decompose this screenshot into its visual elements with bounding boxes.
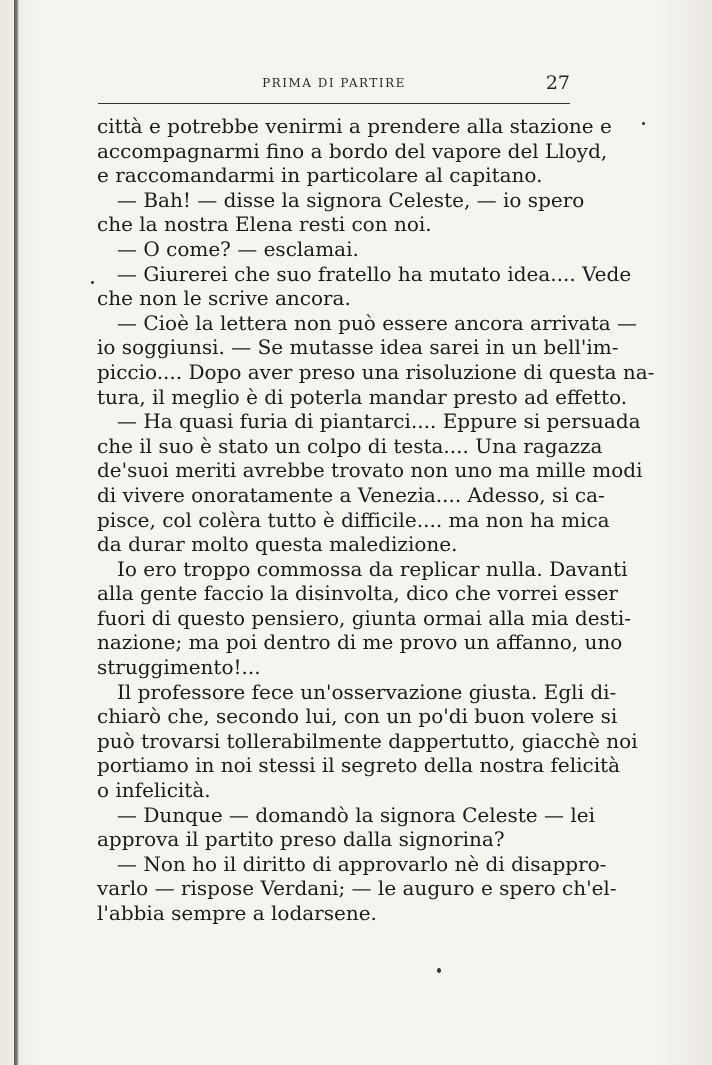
text-line: struggimento!... <box>97 655 261 680</box>
text-line: — Non ho il diritto di approvarlo nè di disappro- <box>117 851 607 876</box>
text-line: io soggiunsi. — Se mutasse idea sarei in un bell'im- <box>97 335 619 360</box>
text-line: l'abbia sempre a lodarsene. <box>97 901 377 925</box>
print-speck <box>91 281 94 284</box>
text-line: portiamo in noi stessi il segreto della nostra felicità <box>97 753 621 778</box>
header-rule <box>98 103 570 104</box>
text-line: da durar molto questa maledizione. <box>97 532 458 557</box>
text-line: o infelicità. <box>97 778 211 803</box>
text-line: — Giurerei che suo fratello ha mutato idea.... Vede <box>117 261 632 286</box>
text-line: che la nostra Elena resti con noi. <box>97 212 432 237</box>
text-line: che non le scrive ancora. <box>97 286 351 311</box>
text-line: che il suo è stato un colpo di testa.... Una ragazza <box>97 433 603 458</box>
page-binding-edge <box>14 0 19 1065</box>
page-header <box>98 72 570 96</box>
text-line: nazione; ma poi dentro di me provo un affanno, uno <box>97 630 623 655</box>
text-line: de'suoi meriti avrebbe trovato non uno ma mille modi <box>97 458 643 483</box>
text-line: tura, il meglio è di poterla mandar presto ad effetto. <box>97 384 628 409</box>
text-line: e raccomandarmi in particolare al capitano. <box>97 163 543 188</box>
text-line: pisce, col colèra tutto è difficile.... ma non ha mica <box>97 507 610 532</box>
text-line: — Cioè la lettera non può essere ancora arrivata — <box>117 310 638 335</box>
running-head: PRIMA DI PARTIRE <box>262 76 406 90</box>
text-line: accompagnarmi fino a bordo del vapore del Lloyd, <box>97 138 608 163</box>
text-line: fuori di questo pensiero, giunta ormai alla mia desti- <box>97 605 632 630</box>
text-line: città e potrebbe venirmi a prendere alla stazione e <box>97 114 612 138</box>
print-speck <box>642 122 645 125</box>
text-line: piccio.... Dopo aver preso una risoluzione di questa na- <box>97 359 655 384</box>
text-line: — Dunque — domandò la signora Celeste — lei <box>117 802 595 827</box>
text-line: varlo — rispose Verdani; — le auguro e spero ch'el- <box>97 876 617 901</box>
text-line: di vivere onoratamente a Venezia.... Adesso, si ca- <box>97 482 605 507</box>
body-text <box>97 114 655 926</box>
print-speck <box>437 968 441 973</box>
text-line: Il professore fece un'osservazione giusta. Egli di- <box>117 679 617 704</box>
text-line: Io ero troppo commossa da replicar nulla. Davanti <box>117 556 628 581</box>
text-line: chiarò che, secondo lui, con un po'di buon volere si <box>97 704 618 729</box>
page-number: 27 <box>545 72 570 94</box>
text-line: — Ha quasi furia di piantarci.... Eppure si persuada <box>117 409 641 434</box>
text-line: — O come? — esclamai. <box>117 236 359 261</box>
text-line: approva il partito preso dalla signorina? <box>97 827 505 852</box>
text-line: alla gente faccio la disinvolta, dico che vorrei esser <box>97 581 618 606</box>
text-line: può trovarsi tollerabilmente dappertutto, giacchè noi <box>97 728 638 753</box>
text-line: — Bah! — disse la signora Celeste, — io spero <box>117 187 585 212</box>
